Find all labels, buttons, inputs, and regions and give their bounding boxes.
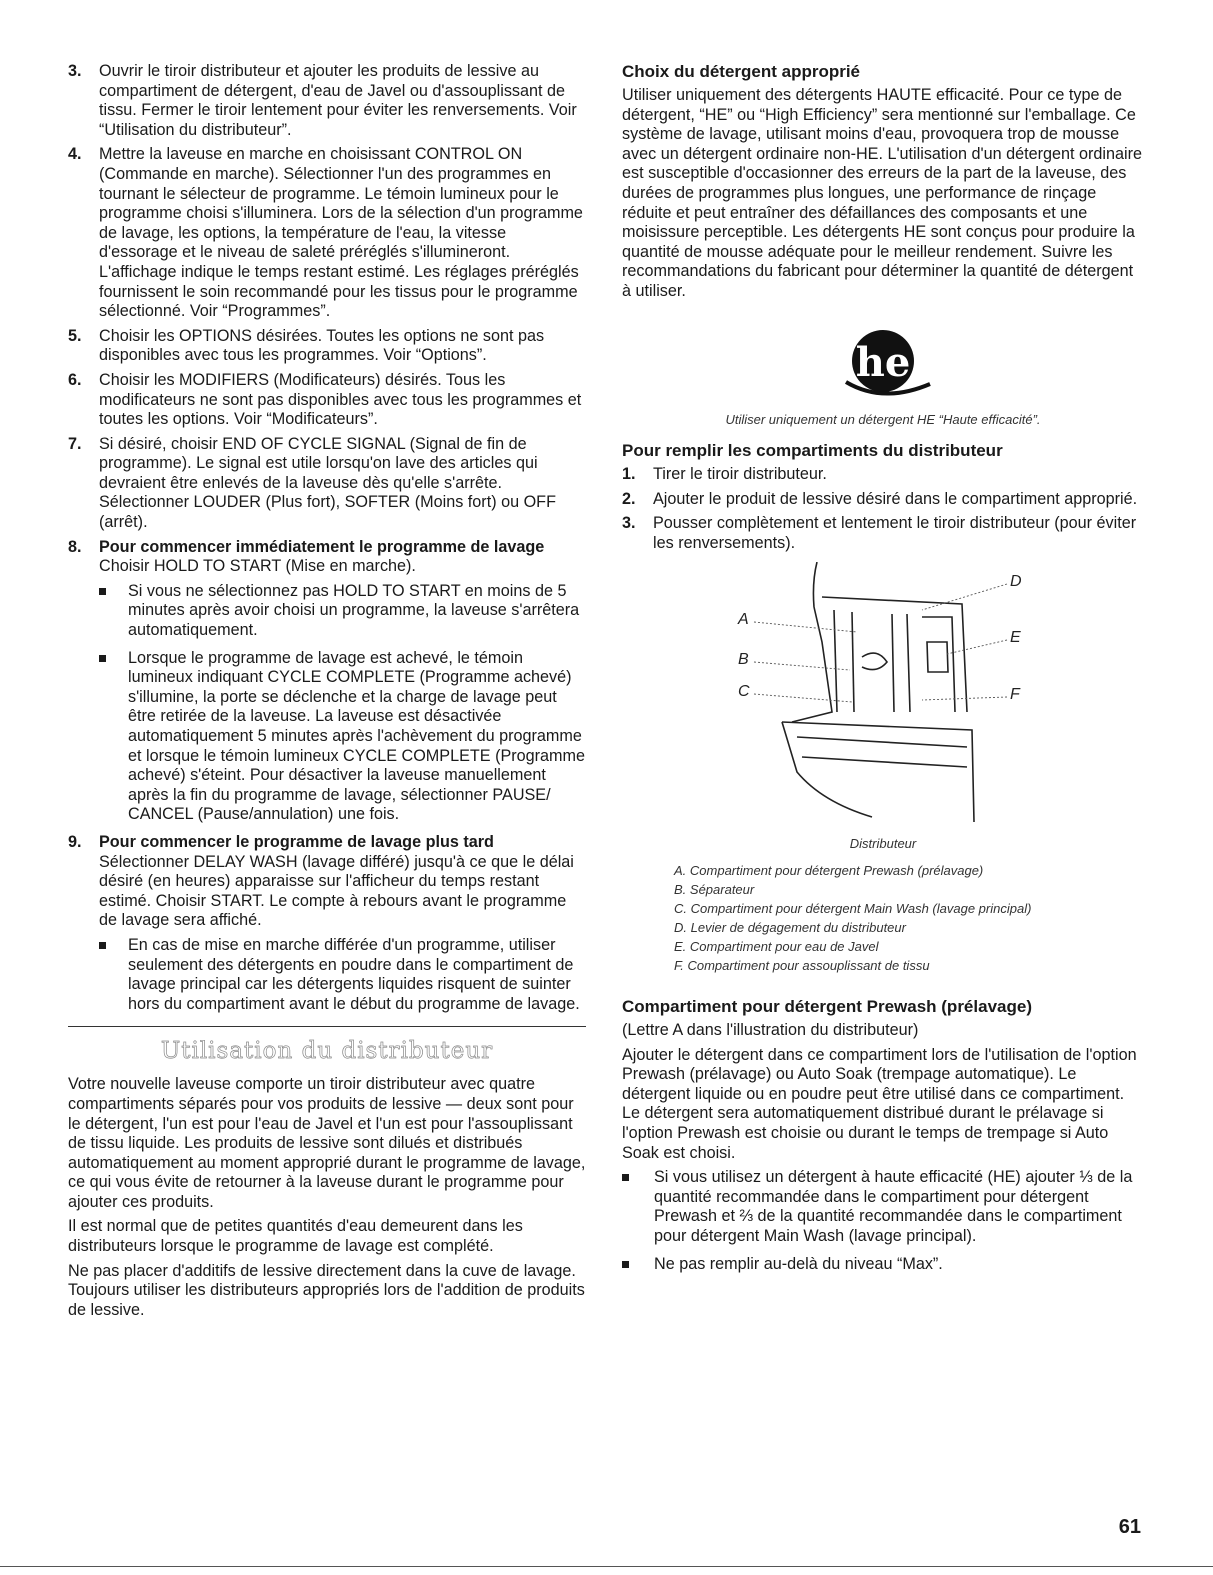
item-text: Mettre la laveuse en marche en choisissant CONTROL ON (Commande en marche). Sélectionner l'un des programmes en tournant le sélecteur de programme. Le témoin lumineux pour le programme choisi s'illuminera. Lors de la sélection d'un programme de lavage, les options, la température de l'eau, la vitesse d'essorage et le niveau de saleté préréglés s'illumineront. L'affichage indique le temps restant estimé. Les réglages préréglés fournissent le soin recommandé pour les tissus pour le programme sélectionné. Voir “Programmes”. <box>99 145 583 321</box>
item-text: Sélectionner DELAY WASH (lavage différé) jusqu'à ce que le délai désiré (en heures) apparaisse sur l'afficheur du temps restant estimé. Choisir START. Le compte à rebours avant le programme de lavage sera affiché. <box>99 852 574 930</box>
item-number: 4. <box>68 145 82 164</box>
legend-item: C. Compartiment pour détergent Main Wash (lavage principal) <box>674 901 1032 917</box>
bullet-item <box>68 649 586 825</box>
list-item-delay-wash <box>68 833 586 931</box>
item-text: Choisir les OPTIONS désirées. Toutes les options ne sont pas disponibles avec tous les programmes. Voir “Options”. <box>99 326 545 365</box>
bullet-square-icon <box>99 942 106 949</box>
item-number: 8. <box>68 537 82 556</box>
paragraph: Ne pas placer d'additifs de lessive directement dans la cuve de lavage. Toujours utiliser les distributeurs appropriés lors de l'addition de produits de lessive. <box>68 1261 585 1319</box>
paragraph: Il est normal que de petites quantités d'eau demeurent dans les distributeurs lorsque le programme de lavage est complété. <box>68 1217 523 1256</box>
step-number: 2. <box>622 489 636 508</box>
item-number: 9. <box>68 832 82 851</box>
he-logo-text: he <box>855 338 911 386</box>
bullet-item <box>68 936 586 1014</box>
legend-item: D. Levier de dégagement du distributeur <box>674 920 906 936</box>
label-c: C <box>738 682 750 700</box>
figure-legend <box>622 861 1144 975</box>
legend-item: F. Compartiment pour assouplissant de tissu <box>674 958 930 974</box>
right-column <box>622 62 1144 1282</box>
bullet-item <box>68 582 586 641</box>
list-item <box>68 327 586 366</box>
label-e: E <box>1010 628 1021 646</box>
item-heading: Pour commencer immédiatement le programme de lavage <box>99 537 545 556</box>
prewash-heading: Compartiment pour détergent Prewash (prélavage) <box>622 997 1032 1017</box>
prewash-subtitle: (Lettre A dans l'illustration du distributeur) <box>622 1021 919 1040</box>
section-title: Utilisation du distributeur <box>160 1038 494 1065</box>
label-a: A <box>738 610 749 628</box>
detergent-paragraph: Utiliser uniquement des détergents HAUTE efficacité. Pour ce type de détergent, “HE” ou “High Efficiency” sera mentionné sur l'emballage. Ce système de lavage, utilisant moins d'eau, provoquera trop de mousse avec un détergent ordinaire non-HE. L'utilisation d'un détergent ordinaire est susceptible d'occasionner des erreurs de la part de la laveuse, des durées de programmes plus longues, une performance de rinçage réduite et peut entraîner des défaillances des composants et une moisissure perceptible. Les détergents HE sont conçus pour produire la quantité de mousse adéquate pour le meilleur rendement. Suivre les recommandations du fabricant pour déterminer la quantité de détergent à utiliser. <box>622 86 1143 300</box>
step-text: Ajouter le produit de lessive désiré dans le compartiment approprié. <box>653 489 1138 508</box>
list-item <box>68 145 586 321</box>
bullet-text: Ne pas remplir au-delà du niveau “Max”. <box>654 1254 943 1273</box>
prewash-paragraph: Ajouter le détergent dans ce compartiment lors de l'utilisation de l'option Prewash (prélavage) ou Auto Soak (trempage automatique). Le détergent liquide ou en poudre peut être utilisé dans ce compartiment. Le détergent sera automatiquement distribué durant le prélavage si l'option Prewash est choisie ou durant le temps de trempage si Auto Soak est choisi. <box>622 1045 1137 1162</box>
step-text: Pousser complètement et lentement le tiroir distributeur (pour éviter les renversements). <box>653 514 1137 552</box>
step-text: Tirer le tiroir distributeur. <box>653 465 827 484</box>
step-number: 3. <box>622 514 636 533</box>
label-d: D <box>1010 572 1022 590</box>
list-item <box>68 435 586 533</box>
item-text: Si désiré, choisir END OF CYCLE SIGNAL (Signal de fin de programme). Le signal est utile lorsqu'on lave des articles qui devraient être enlevés de la laveuse dès qu'elle s'arrête. Sélectionner LOUDER (Plus fort), SOFTER (Moins fort) ou OFF (arrêt). <box>99 434 556 532</box>
step-item <box>622 514 1144 553</box>
bullet-square-icon <box>622 1261 629 1268</box>
item-number: 7. <box>68 434 82 453</box>
bullet-text: Si vous ne sélectionnez pas HOLD TO START en moins de 5 minutes après avoir choisi un programme, la laveuse s'arrêtera automatiquement. <box>128 581 580 640</box>
bullet-text: Si vous utilisez un détergent à haute efficacité (HE) ajouter ⅓ de la quantité recommandée dans le compartiment pour détergent Prewash et ⅔ de la quantité recommandée dans le compartiment pour détergent Main Wash (lavage principal). <box>654 1168 1133 1246</box>
paragraph: Votre nouvelle laveuse comporte un tiroir distributeur avec quatre compartiments séparés pour vos produits de lessive — deux sont pour le détergent, l'un est pour l'eau de Javel et l'un est pour l'assouplissant de tissu liquide. Les produits de lessive sont dilués et distribués automatiquement au moment approprié durant le programme de lavage, ce qui vous évite de retourner à la laveuse durant le programme pour ajouter ces produits. <box>68 1075 586 1211</box>
bullet-text: Lorsque le programme de lavage est achevé, le témoin lumineux indiquant CYCLE COMPLETE (Programme achevé) s'illumine, la porte se déclenche et la charge de lavage peut être retirée de la laveuse. La laveuse est désactivée automatiquement 5 minutes après l'achèvement du programme et lorsque le témoin lumineux CYCLE COMPLETE (Programme achevé) s'éteint. Pour désactiver la laveuse manuellement après la fin du programme de lavage, sélectionner PAUSE/ CANCEL (Pause/annulation) une fois. <box>128 648 586 824</box>
bottom-rule <box>0 1566 1213 1567</box>
step-number: 1. <box>622 465 636 484</box>
logo-caption: Utiliser uniquement un détergent HE “Haute efficacité”. <box>725 411 1041 427</box>
list-item <box>68 371 586 430</box>
legend-item: E. Compartiment pour eau de Javel <box>674 939 879 955</box>
bullet-square-icon <box>99 588 106 595</box>
item-text: Choisir les MODIFIERS (Modificateurs) désirés. Tous les modificateurs ne sont pas disponibles avec tous les programmes et toutes les options. Voir “Modificateurs”. <box>99 370 582 429</box>
he-logo <box>622 324 1144 404</box>
legend-item: B. Séparateur <box>674 882 755 898</box>
step-item <box>622 465 1144 485</box>
list-item <box>68 62 586 140</box>
page-number: 61 <box>1118 1516 1141 1538</box>
item-heading: Pour commencer le programme de lavage plus tard <box>99 832 494 851</box>
item-text: Choisir HOLD TO START (Mise en marche). <box>99 557 416 576</box>
bullet-item <box>622 1255 1144 1275</box>
label-b: B <box>738 650 749 668</box>
bullet-item <box>622 1168 1144 1246</box>
left-column <box>68 62 586 1325</box>
figure-caption: Distributeur <box>849 835 917 851</box>
item-number: 3. <box>68 62 82 80</box>
bullet-square-icon <box>99 655 106 662</box>
detergent-heading: Choix du détergent approprié <box>622 62 861 81</box>
he-logo-icon <box>818 324 948 404</box>
fill-heading: Pour remplir les compartiments du distributeur <box>622 441 1003 461</box>
item-number: 5. <box>68 326 82 345</box>
legend-item: A. Compartiment pour détergent Prewash (prélavage) <box>674 863 984 879</box>
item-number: 6. <box>68 370 82 389</box>
label-f: F <box>1010 685 1020 703</box>
bullet-text: En cas de mise en marche différée d'un programme, utiliser seulement des détergents en poudre dans le compartiment de lavage principal car les détergents liquides risquent de suinter hors du compartiment avant le début du programme de lavage. <box>128 935 580 1013</box>
dispenser-figure <box>622 562 1144 830</box>
list-item-start-now <box>68 538 586 577</box>
section-divider <box>68 1026 586 1027</box>
item-text: Ouvrir le tiroir distributeur et ajouter les produits de lessive au compartiment de détergent, d'eau de Javel ou d'assouplissant de tissu. Fermer le tiroir lentement pour éviter les renversements. Voir “Utilisation du distributeur”. <box>99 62 577 139</box>
bullet-square-icon <box>622 1174 629 1181</box>
step-item <box>622 490 1144 510</box>
dispenser-drawing <box>622 562 1144 830</box>
